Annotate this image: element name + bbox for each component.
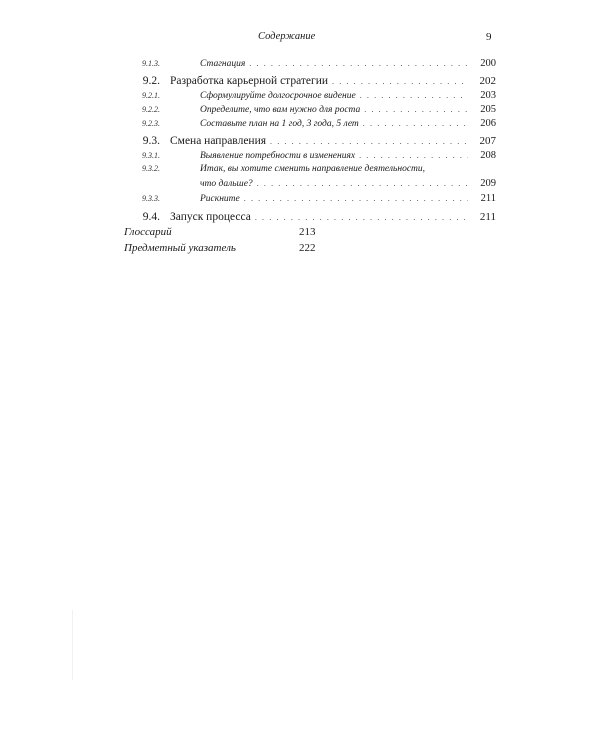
- toc-entry-page: 208: [480, 150, 496, 161]
- toc-entry-page: 206: [480, 118, 496, 129]
- toc-section-title: Запуск процесса: [170, 211, 251, 223]
- toc-entry-title: Определите, что вам нужно для роста: [200, 105, 361, 115]
- running-head: [0, 31, 600, 47]
- toc-entry-number: 9.3.1.: [142, 151, 160, 160]
- toc-entry-number: 9.3.3.: [142, 194, 160, 203]
- toc-entry-page: 211: [480, 193, 496, 204]
- toc-section-page: 202: [479, 75, 496, 87]
- toc-section-page: 207: [479, 135, 496, 147]
- dot-leader: [364, 105, 468, 115]
- glossary-title[interactable]: Глоссарий: [124, 226, 172, 238]
- toc-entry-page: 203: [480, 90, 496, 101]
- dot-leader: [270, 135, 468, 147]
- dot-leader: [363, 119, 468, 129]
- toc-entry-title-line1: Итак, вы хотите сменить направление деятельности,: [200, 164, 426, 174]
- dot-leader: [359, 151, 468, 161]
- dot-leader: [257, 179, 468, 189]
- dot-leader: [249, 59, 468, 69]
- dot-leader: [332, 75, 468, 87]
- toc-entry-title: Составьте план на 1 год, 3 года, 5 лет: [200, 119, 359, 129]
- toc-entry-multiline[interactable]: [142, 164, 496, 174]
- toc-entry-title: Рискните: [200, 194, 240, 204]
- toc-entry-number: 9.2.1.: [142, 91, 160, 100]
- toc-section-title: Разработка карьерной стратегии: [170, 75, 329, 87]
- glossary-page: 213: [299, 226, 316, 238]
- scan-shadow: [72, 610, 73, 680]
- toc-section-number: 9.2.: [142, 75, 160, 87]
- toc-entry[interactable]: [142, 90, 496, 101]
- toc-section[interactable]: [120, 211, 496, 223]
- toc-entry-number: 9.2.3.: [142, 119, 160, 128]
- dot-leader: [244, 194, 468, 204]
- toc-entry-title: Стагнация: [200, 59, 246, 69]
- page-number: 9: [486, 31, 492, 43]
- toc-section[interactable]: [120, 75, 496, 87]
- toc-entry-title: Сформулируйте долгосрочное видение: [200, 91, 356, 101]
- toc-entry-page: 205: [480, 104, 496, 115]
- toc-section-number: 9.3.: [142, 135, 160, 147]
- toc-entry-title-line2: что дальше?: [200, 179, 253, 189]
- toc-entry-continuation[interactable]: [142, 178, 496, 189]
- toc-entry[interactable]: [142, 58, 496, 69]
- toc-entry-number: 9.3.2.: [142, 164, 160, 173]
- index-page: 222: [299, 242, 316, 254]
- toc-entry[interactable]: [142, 104, 496, 115]
- dot-leader: [255, 211, 468, 223]
- toc-section-page: 211: [479, 211, 496, 223]
- toc-entry[interactable]: [142, 150, 496, 161]
- toc-entry[interactable]: [142, 118, 496, 129]
- toc-section-number: 9.4.: [142, 211, 160, 223]
- toc-entry-page: 209: [480, 178, 496, 189]
- running-title: Содержание: [258, 31, 316, 42]
- toc-entry-number: 9.1.3.: [142, 59, 160, 68]
- toc-entry-page: 200: [480, 58, 496, 69]
- toc-section[interactable]: [120, 135, 496, 147]
- toc-entry[interactable]: [142, 193, 496, 204]
- toc-entry-number: 9.2.2.: [142, 105, 160, 114]
- index-title[interactable]: Предметный указатель: [124, 242, 236, 254]
- dot-leader: [360, 91, 468, 101]
- toc-entry-title: Выявление потребности в изменениях: [200, 151, 356, 161]
- toc-section-title: Смена направления: [170, 135, 267, 147]
